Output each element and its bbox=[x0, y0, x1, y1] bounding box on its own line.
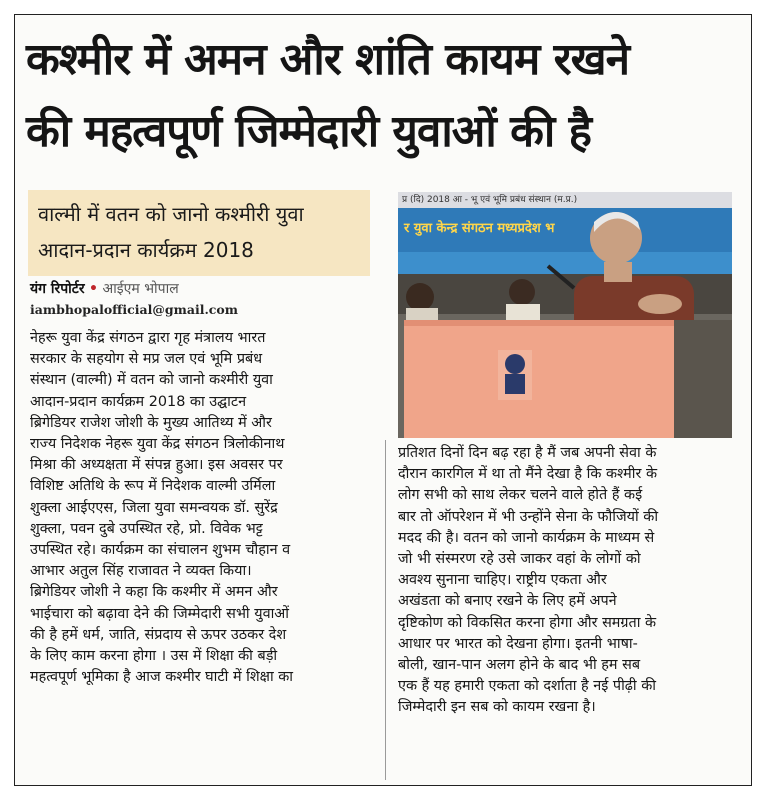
article-line: अखंडता को बनाए रखने के लिए हमें अपने bbox=[398, 593, 617, 610]
article-line: आधार पर भारत को देखना होगा। इतनी भाषा- bbox=[398, 635, 638, 652]
byline-separator: • bbox=[89, 281, 98, 297]
reporter-email: iambhopalofficial@gmail.com bbox=[30, 302, 238, 317]
article-line: उपस्थित रहे। कार्यक्रम का संचालन शुभम चौहान व bbox=[30, 542, 291, 559]
article-line: शुक्ला आईएएस, जिला युवा समन्वयक डॉ. सुरेंद्र bbox=[30, 499, 278, 516]
subheadline-line-2: आदान-प्रदान कार्यक्रम 2018 bbox=[38, 238, 254, 262]
article-line: बार तो ऑपरेशन में भी उन्होंने सेना के फौजियों की bbox=[398, 508, 659, 525]
article-line: आभार अतुल सिंह राजावत ने व्यक्त किया। bbox=[30, 563, 252, 580]
photo-illustration bbox=[398, 192, 732, 438]
subheadline-line-1: वाल्मी में वतन को जानो कश्मीरी युवा bbox=[38, 202, 304, 226]
article-line: दृष्टिकोण को विकसित करना होगा और समग्रता के bbox=[398, 614, 657, 631]
article-line: की है हमें धर्म, जाति, संप्रदाय से ऊपर उठकर देश bbox=[30, 626, 287, 643]
article-line: नेहरू युवा केंद्र संगठन द्वारा गृह मंत्रालय भारत bbox=[30, 330, 266, 346]
event-photo bbox=[398, 192, 732, 438]
article-line: सरकार के सहयोग से मप्र जल एवं भूमि प्रबंध bbox=[30, 351, 263, 368]
article-line: अवश्य सुनाना चाहिए। राष्ट्रीय एकता और bbox=[398, 572, 607, 589]
article-line: आदान-प्रदान कार्यक्रम 2018 का उद्घाटन bbox=[30, 393, 247, 410]
article-line: लोग सभी को साथ लेकर चलने वाले होते हैं कई bbox=[398, 487, 643, 504]
column-divider bbox=[385, 440, 386, 780]
article-line: महत्वपूर्ण भूमिका है आज कश्मीर घाटी में शिक्षा का bbox=[30, 669, 294, 686]
subheadline-box bbox=[28, 190, 370, 276]
article-line: एक हैं यह हमारी एकता को दर्शाता है नई पीढ़ी की bbox=[398, 678, 656, 695]
article-left-column bbox=[30, 328, 378, 688]
byline-reporter: यंग रिपोर्टर bbox=[30, 281, 85, 297]
article-line: जो भी संस्मरण रहे उसे जाकर वहां के लोगों को bbox=[398, 551, 641, 568]
article-line: संस्थान (वाल्मी) में वतन को जानो कश्मीरी युवा bbox=[30, 372, 273, 389]
article-line: जिम्मेदारी इन सब को कायम रखना है। bbox=[398, 699, 596, 716]
article-line: भाईचारा को बढ़ावा देने की जिम्मेदारी सभी युवाओं bbox=[30, 605, 290, 622]
photo-banner-text: प्र (दि) 2018 आ - भू एवं भूमि प्रबंध संस्थान (म.प्र.) bbox=[398, 192, 732, 208]
article-line: बोली, खान-पान अलग होने के बाद भी हम सब bbox=[398, 657, 641, 674]
headline-line-1: कश्मीर में अमन और शांति कायम रखने bbox=[26, 34, 629, 85]
article-line: प्रतिशत दिनों दिन बढ़ रहा है मैं जब अपनी सेवा के bbox=[398, 445, 657, 461]
article-line: राज्य निदेशक नेहरू युवा केंद्र संगठन त्रिलोकीनाथ bbox=[30, 436, 285, 453]
article-line: ब्रिगेडियर राजेश जोशी के मुख्य आतिथ्य में और bbox=[30, 414, 272, 431]
article-line: के लिए काम करना होगा । उस में शिक्षा की बड़ी bbox=[30, 648, 278, 665]
article-line: ब्रिगेडियर जोशी ने कहा कि कश्मीर में अमन और bbox=[30, 584, 278, 601]
article-line: शुक्ला, पवन दुबे उपस्थित रहे, प्रो. विवेक भट्ट bbox=[30, 520, 263, 537]
headline-line-2: की महत्वपूर्ण जिम्मेदारी युवाओं की है bbox=[26, 106, 591, 157]
article-line: दौरान कारगिल में था तो मैंने देखा है कि कश्मीर के bbox=[398, 466, 658, 483]
article-line: मदद की है। वतन को जानो कार्यक्रम के माध्यम से bbox=[398, 529, 655, 546]
article-line: विशिष्ट अतिथि के रूप में निदेशक वाल्मी उर्मिला bbox=[30, 478, 276, 495]
article-right-column bbox=[398, 443, 734, 719]
article-line: मिश्रा की अध्यक्षता में संपन्न हुआ। इस अवसर पर bbox=[30, 457, 283, 474]
byline bbox=[30, 280, 179, 298]
byline-place: आईएम भोपाल bbox=[102, 281, 179, 297]
photo-backdrop-text: र युवा केन्द्र संगठन मध्यप्रदेश भ bbox=[404, 221, 555, 236]
